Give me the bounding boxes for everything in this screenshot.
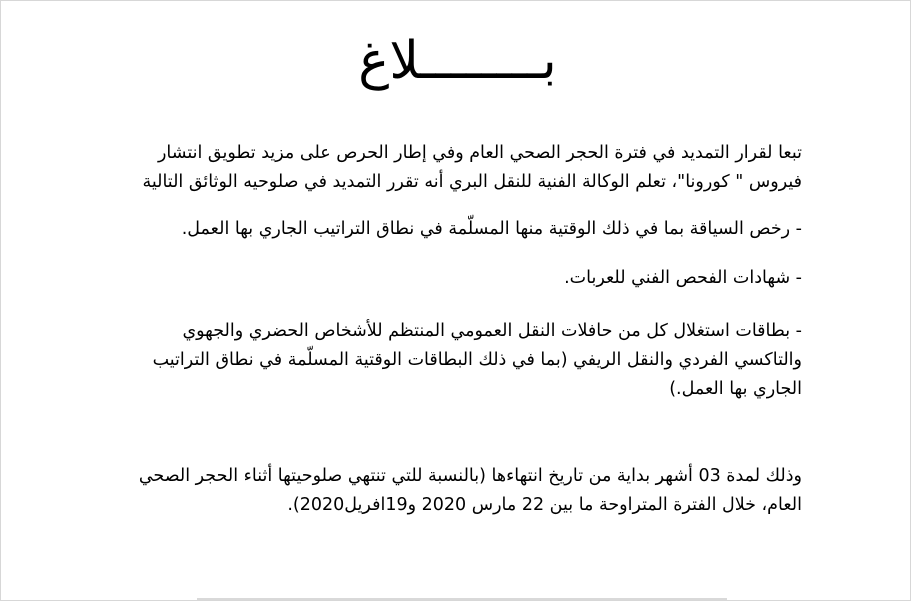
page-title: بــــــــلاغ [358,31,557,91]
list-item-driving-licenses: - رخص السياقة بما في ذلك الوقتية منها المسلّمة في نطاق التراتيب الجاري بها العمل. [181,219,802,239]
announcement-body [117,139,802,520]
list-item-operating-cards: - بطاقات استغلال كل من حافلات النقل العمومي المنتظم للأشخاص الحضري والجهوي والتاكسي الفردي والنقل الريفي (بما في ذلك البطاقات الوقتية المسلّمة في نطاق التراتيب الجاري بها العمل.) [152,321,802,399]
intro-paragraph: تبعا لقرار التمديد في فترة الحجر الصحي العام وفي إطار الحرص على مزيد تطويق انتشار فيروس " كورونا"، تعلم الوكالة الفنية للنقل البري أنه تقرر التمديد في صلوحيه الوثائق التالية [142,143,802,192]
bottom-divider [197,598,727,600]
list-item-technical-certificates: - شهادات الفحص الفني للعربات. [564,268,802,288]
closing-paragraph: وذلك لمدة 03 أشهر بداية من تاريخ انتهاءها (بالنسبة للتي تنتهي صلوحيتها أثناء الحجر الصحي العام، خلال الفترة المتراوحة ما بين 22 مارس 2020 و19افريل2020). [138,466,802,515]
